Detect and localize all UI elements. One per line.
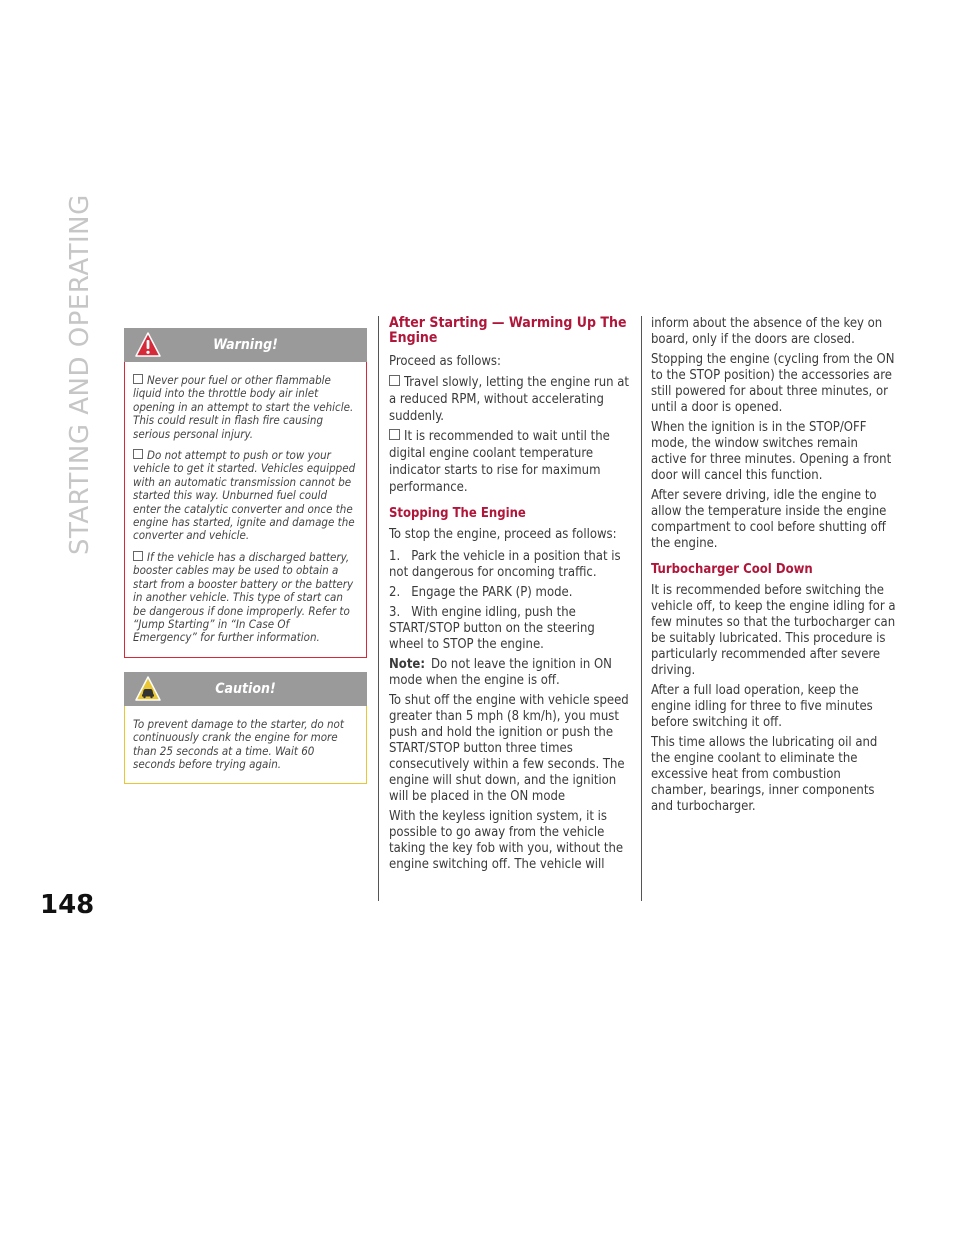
caution-text: To prevent damage to the starter, do not continuously crank the engine for more than 25 seconds at a time. Wait 60 seconds before trying again. (133, 716, 344, 771)
checkbox-bullet-icon (133, 551, 143, 561)
paragraph: With the keyless ignition system, it is possible to go away from the vehicle taking the key fob with you, without the engine switching off. The vehicle will (389, 809, 624, 872)
middle-column (389, 316, 632, 877)
page-number: 148 (40, 890, 95, 920)
paragraph: It is recommended before switching the vehicle off, to keep the engine idling for a few minutes so that the turbocharger can be suitably lubricated. This procedure is particularly recommended after severe driving. (651, 583, 896, 678)
checkbox-bullet-icon (133, 374, 143, 384)
paragraph: When the ignition is in the STOP/OFF mode, the window switches remain active for three minutes. Opening a front door will cancel this function. (651, 420, 892, 483)
caution-title: Caution! (215, 680, 276, 697)
warning-item: Never pour fuel or other flammable liquid into the throttle body air inlet opening in an attempt to start the vehicle. This could result in flash fire causing serious personal injury. (133, 373, 354, 441)
list-item: Travel slowly, letting the engine run at a reduced RPM, without accelerating suddenly. (389, 375, 629, 424)
note-label: Note: (389, 657, 426, 672)
stopping-heading: Stopping The Engine (389, 506, 526, 521)
checkbox-bullet-icon (389, 375, 400, 386)
checkbox-bullet-icon (389, 429, 400, 440)
paragraph: After severe driving, idle the engine to allow the temperature inside the engine compartment to cool before shutting off the engine. (651, 488, 887, 551)
warning-box (124, 328, 367, 658)
paragraph: To shut off the engine with vehicle speed greater than 5 mph (8 km/h), you must push and hold the ignition or push the START/STOP button three times consecutively within a few seconds. The engine will shut down, and the ignition will be placed in the ON mode (389, 693, 629, 804)
after-starting-heading: After Starting — Warming Up The Engine (389, 315, 627, 346)
paragraph: inform about the absence of the key on board, only if the doors are closed. (651, 316, 883, 347)
step-item: 2. Engage the PARK (P) mode. (389, 585, 573, 600)
warning-body (124, 362, 367, 658)
list-item: It is recommended to wait until the digital engine coolant temperature indicator starts to rise for maximum performance. (389, 429, 610, 495)
stopping-intro: To stop the engine, proceed as follows: (389, 527, 617, 542)
step-item: 3. With engine idling, push the START/STOP button on the steering wheel to STOP the engine. (389, 605, 595, 652)
caution-car-icon (134, 675, 162, 703)
left-column (124, 328, 367, 784)
warning-item: Do not attempt to push or tow your vehicle to get it started. Vehicles equipped with an automatic transmission cannot be started this way. Unburned fuel could enter the catalytic converter and once the engine has started, ignite and damage the converter and vehicle. (133, 448, 356, 543)
caution-header (124, 672, 367, 706)
right-column (651, 316, 897, 819)
paragraph: After a full load operation, keep the engine idling for three to five minutes before switching it off. (651, 683, 873, 730)
column-divider (378, 316, 379, 901)
after-starting-intro: Proceed as follows: (389, 354, 501, 369)
checkbox-bullet-icon (133, 449, 143, 459)
paragraph: Stopping the engine (cycling from the ON to the STOP position) the accessories are still powered for about three minutes, or until a door is opened. (651, 352, 895, 415)
warning-header (124, 328, 367, 362)
column-divider (641, 316, 642, 901)
warning-title: Warning! (213, 337, 278, 353)
warning-icon (134, 331, 162, 359)
note: Note: Do not leave the ignition in ON mode when the engine is off. (389, 657, 612, 688)
turbo-heading: Turbocharger Cool Down (651, 562, 813, 577)
paragraph: This time allows the lubricating oil and the engine coolant to eliminate the excessive heat from combustion chamber, bearings, inner components and turbocharger. (651, 735, 878, 814)
caution-body (124, 706, 367, 785)
step-item: 1. Park the vehicle in a position that is not dangerous for oncoming traffic. (389, 549, 621, 580)
warning-item: If the vehicle has a discharged battery, booster cables may be used to obtain a start from a booster battery or the battery in another vehicle. This type of start can be dangerous if done improperly. Refer to “Jump Starting” in “In Case Of Emergency” for further information. (133, 549, 354, 645)
caution-box (124, 672, 367, 785)
section-side-label: STARTING AND OPERATING (65, 194, 95, 555)
